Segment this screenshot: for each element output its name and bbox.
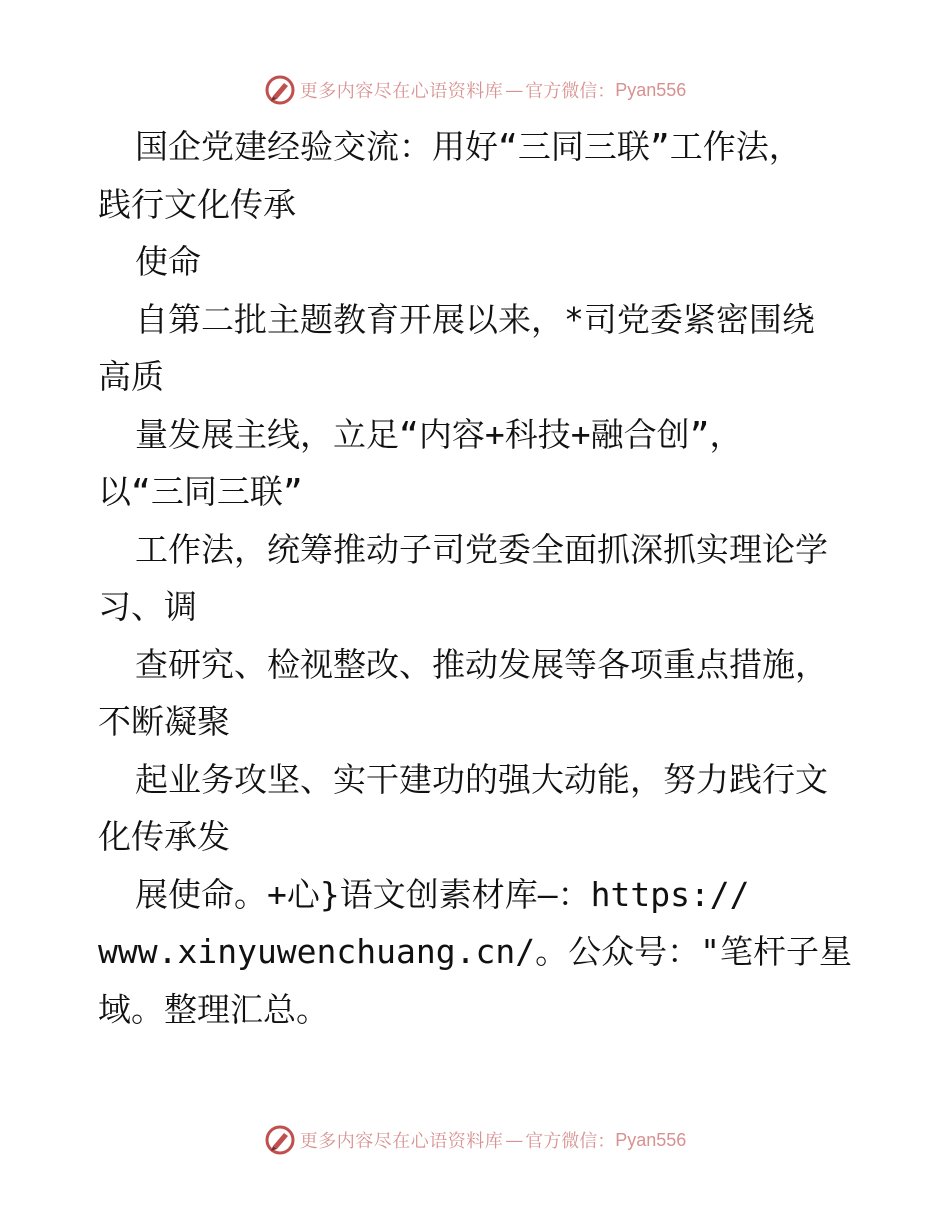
banner-separator: — <box>505 1129 524 1151</box>
text-line: 国企党建经验交流：用好“三同三联”工作法， <box>135 127 802 166</box>
text-line: 以“三同三联” <box>98 472 303 511</box>
text-line: 起业务攻坚、实干建功的强大动能，努力践行文 <box>135 759 828 799</box>
banner-wechat-id: Pyan556 <box>615 1129 687 1150</box>
banner-official-label: 官方微信： <box>525 81 616 102</box>
text-line: 高质 <box>98 357 164 396</box>
text-line: 践行文化传承 <box>98 184 296 224</box>
header-banner <box>0 70 950 110</box>
text-line: 不断凝聚 <box>98 702 230 741</box>
text-line: 工作法，统筹推动子司党委全面抓深抓实理论学 <box>135 529 828 569</box>
document-body <box>98 118 898 1038</box>
text-line: 展使命。+心}语文创素材库—：https:// <box>135 874 750 914</box>
text-line: 化传承发 <box>98 817 230 856</box>
banner-text: 更多内容尽在心语资料库 <box>299 81 504 102</box>
banner-wechat-id: Pyan556 <box>615 79 687 100</box>
text-line: 量发展主线，立足“内容+科技+融合创”， <box>135 414 743 454</box>
text-line: 查研究、检视整改、推动发展等各项重点措施， <box>135 644 828 684</box>
pen-logo-icon <box>264 1124 296 1156</box>
text-line: 使命 <box>135 242 201 281</box>
text-line: 习、调 <box>98 587 197 626</box>
text-line: www.xinyuwenchuang.cn/。公众号："笔杆子星 <box>98 932 852 971</box>
text-line: 自第二批主题教育开展以来，*司党委紧密围绕 <box>135 299 815 339</box>
pen-logo-icon <box>264 74 296 106</box>
footer-banner <box>0 1120 950 1160</box>
banner-official-label: 官方微信： <box>525 1131 616 1152</box>
banner-text: 更多内容尽在心语资料库 <box>299 1131 504 1152</box>
banner-separator: — <box>505 79 524 101</box>
text-line: 域。整理汇总。 <box>98 989 329 1029</box>
